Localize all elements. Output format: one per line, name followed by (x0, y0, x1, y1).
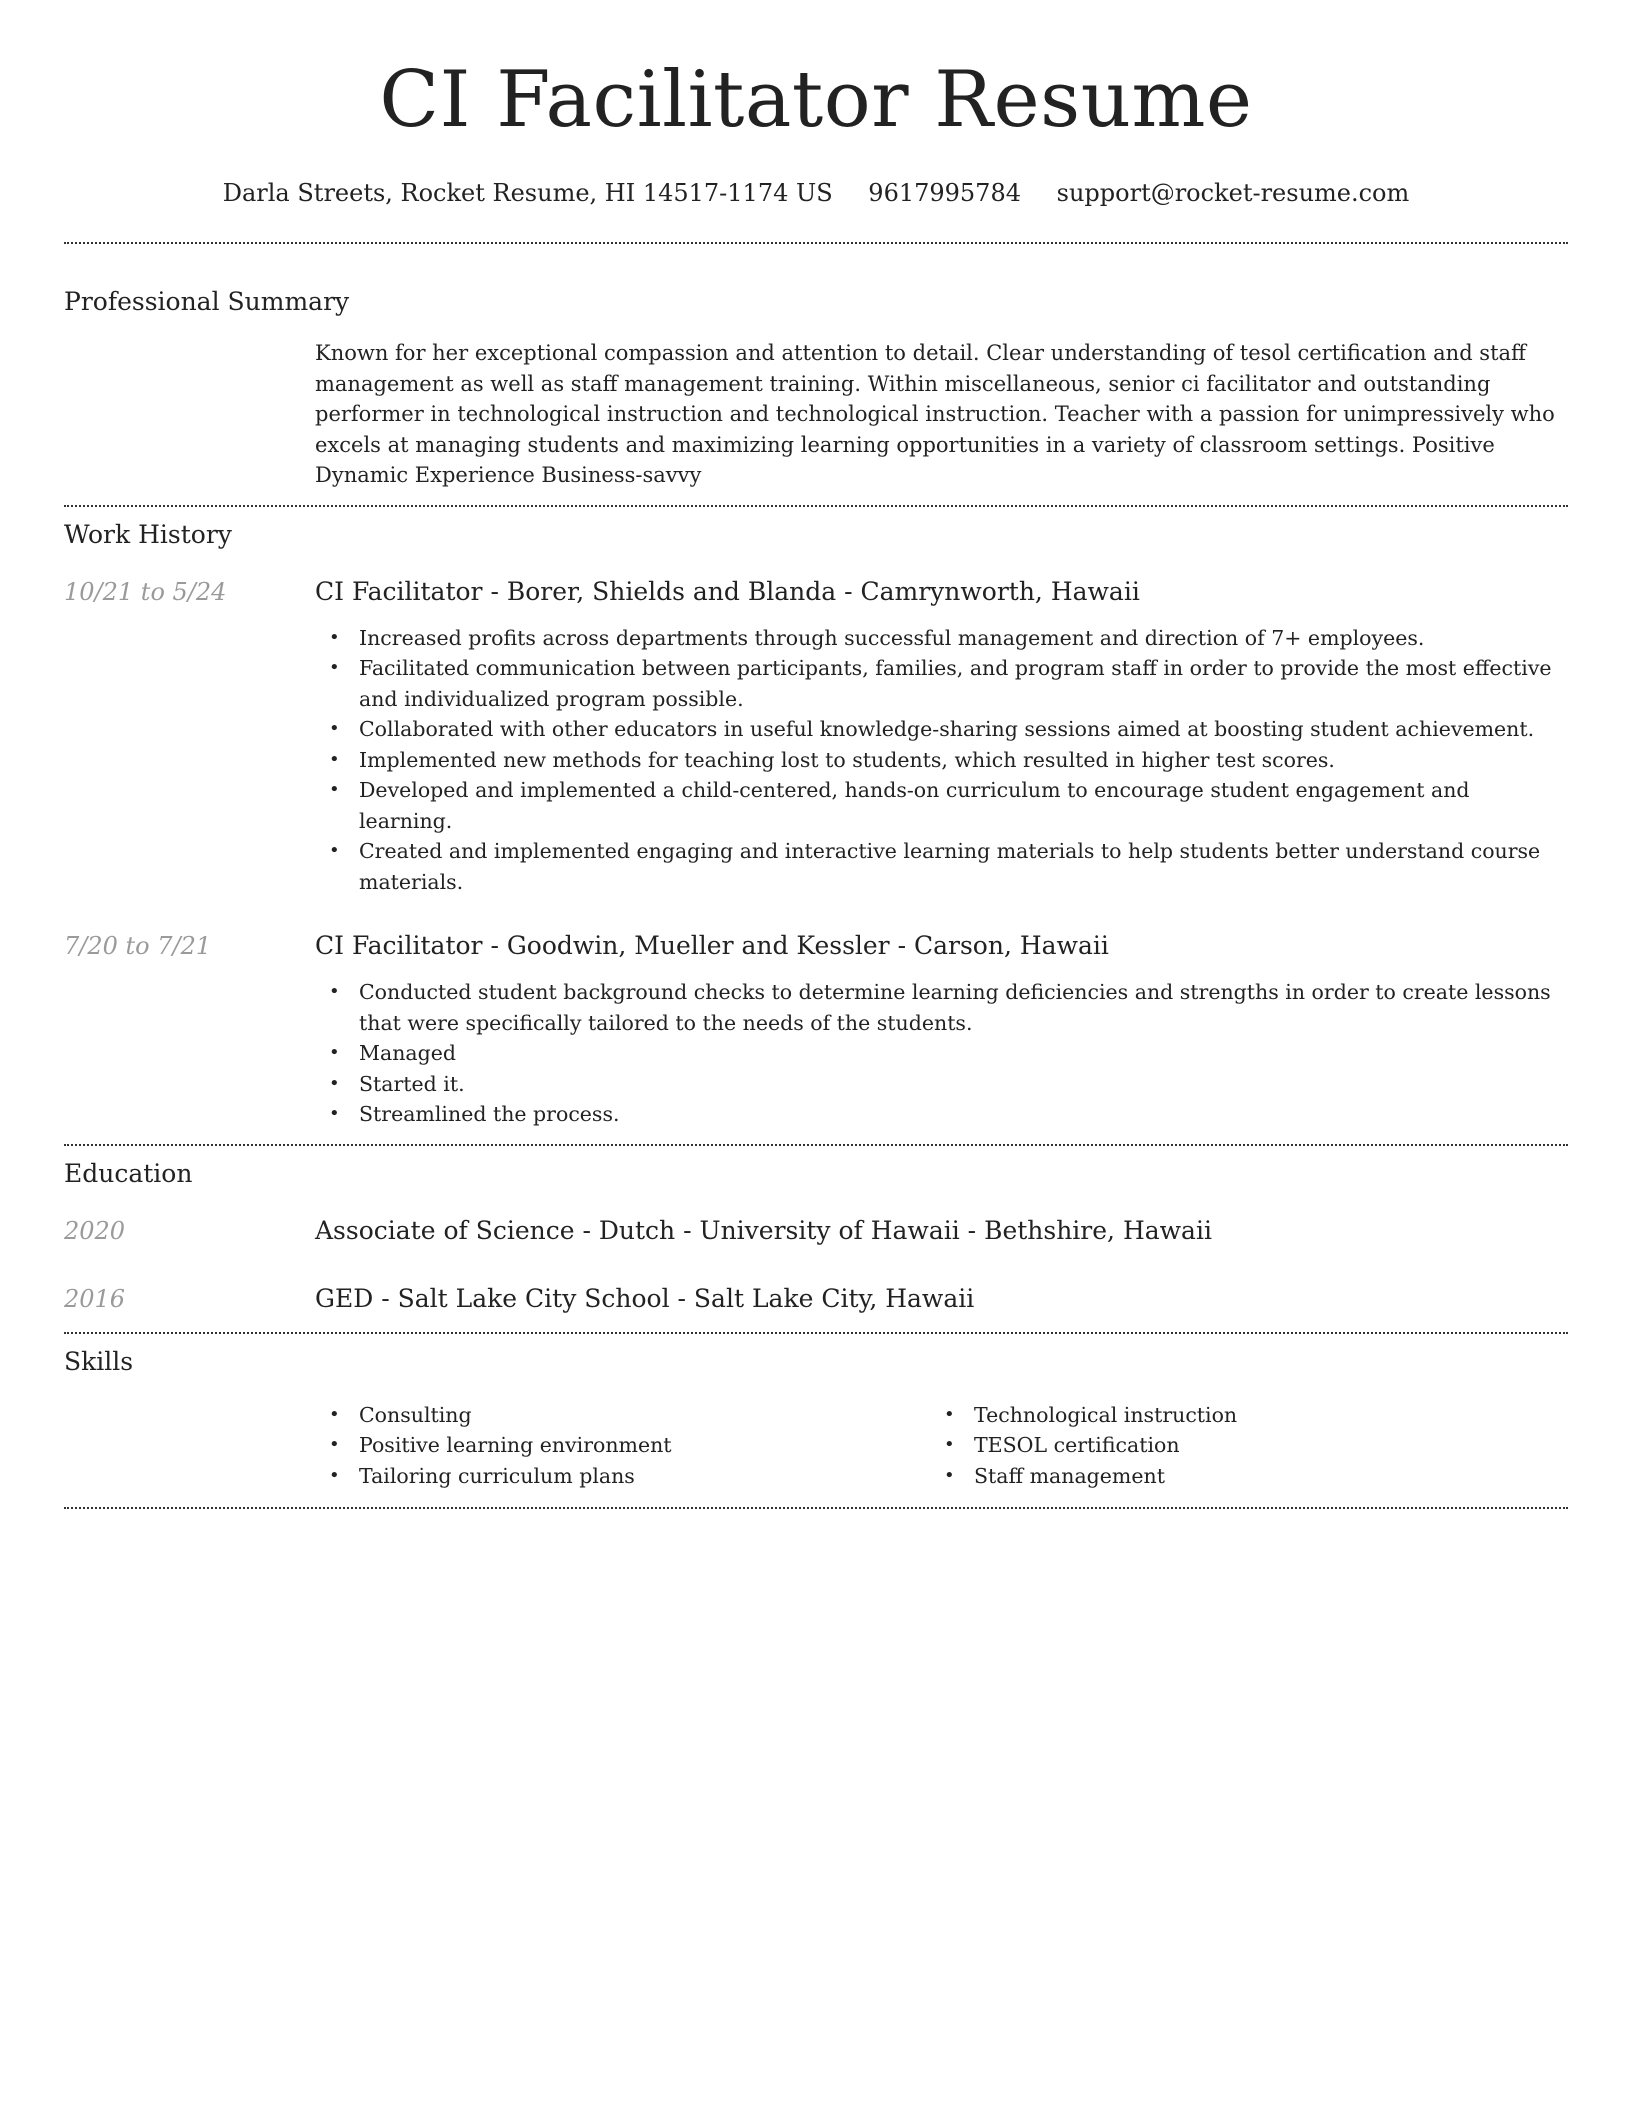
job-heading: CI Facilitator - Borer, Shields and Blanda - Camrynworth, Hawaii (315, 576, 1140, 606)
skill-item: • TESOL certification (930, 1430, 1545, 1461)
education-detail: Associate of Science - Dutch - University of Hawaii - Bethshire, Hawaii (315, 1215, 1212, 1245)
list-item: • Implemented new methods for teaching lost to students, which resulted in higher test scores. (315, 745, 1568, 776)
education-heading: Education (64, 1158, 193, 1188)
list-item: • Created and implemented engaging and interactive learning materials to help students better understand course materials. (315, 836, 1568, 897)
list-item: • Streamlined the process. (315, 1099, 1568, 1130)
divider (64, 1507, 1568, 1509)
education-detail: GED - Salt Lake City School - Salt Lake City, Hawaii (315, 1283, 975, 1313)
contact-address: Darla Streets, Rocket Resume, HI 14517-1174 US (222, 179, 833, 207)
work-section (64, 519, 1568, 1130)
summary-heading: Professional Summary (64, 287, 350, 316)
skills-list-left (315, 1400, 930, 1492)
job-entry (64, 577, 1568, 898)
list-item: • Developed and implemented a child-centered, hands-on curriculum to encourage student engagement and learning. (315, 775, 1568, 836)
list-item: • Managed (315, 1038, 1568, 1069)
skill-item: • Positive learning environment (315, 1430, 930, 1461)
contact-line (64, 178, 1568, 208)
list-item: • Facilitated communication between participants, families, and program staff in order to provide the most effective and individualized program possible. (315, 653, 1568, 714)
job-heading: CI Facilitator - Goodwin, Mueller and Kessler - Carson, Hawaii (315, 931, 1109, 960)
list-item: • Conducted student background checks to determine learning deficiencies and strengths in order to create lessons that were specifically tailored to the needs of the students. (315, 977, 1568, 1038)
job-bullets (315, 977, 1568, 1130)
skills-section (64, 1346, 1568, 1492)
skills-columns (315, 1400, 1568, 1492)
contact-phone: 9617995784 (868, 179, 1021, 207)
skills-list-right (930, 1400, 1545, 1492)
skills-heading: Skills (64, 1346, 134, 1376)
contact-email: support@rocket-resume.com (1056, 179, 1410, 207)
divider (64, 1144, 1568, 1146)
skill-item: • Consulting (315, 1400, 930, 1431)
divider (64, 505, 1568, 507)
list-item: • Increased profits across departments through successful management and direction of 7+ employees. (315, 623, 1568, 654)
divider (64, 1332, 1568, 1334)
divider (64, 242, 1568, 244)
skill-item: • Tailoring curriculum plans (315, 1461, 930, 1492)
summary-section (64, 286, 1568, 491)
work-heading: Work History (64, 519, 232, 549)
education-entry (64, 1216, 1568, 1246)
summary-text: Known for her exceptional compassion and attention to detail. Clear understanding of tesol certification and staff management as well as staff management training. Within miscellaneous, senior ci facilitator and outstanding performer in technological instruction and technological instruction. Teacher with a passion for unimpressively who excels at managing students and maximizing learning opportunities in a variety of classroom settings. Positive Dynamic Experience Business-savvy (315, 341, 1555, 487)
education-section (64, 1158, 1568, 1314)
page-title: CI Facilitator Resume (379, 55, 1253, 145)
job-entry (64, 931, 1568, 1130)
education-entry (64, 1284, 1568, 1314)
job-dates: 7/20 to 7/21 (64, 932, 212, 960)
list-item: • Collaborated with other educators in useful knowledge-sharing sessions aimed at boosting student achievement. (315, 714, 1568, 745)
skill-item: • Technological instruction (930, 1400, 1545, 1431)
job-dates: 10/21 to 5/24 (64, 577, 227, 606)
education-year: 2016 (64, 1284, 126, 1313)
skill-item: • Staff management (930, 1461, 1545, 1492)
list-item: • Started it. (315, 1069, 1568, 1100)
job-bullets (315, 623, 1568, 898)
education-year: 2020 (64, 1216, 126, 1245)
